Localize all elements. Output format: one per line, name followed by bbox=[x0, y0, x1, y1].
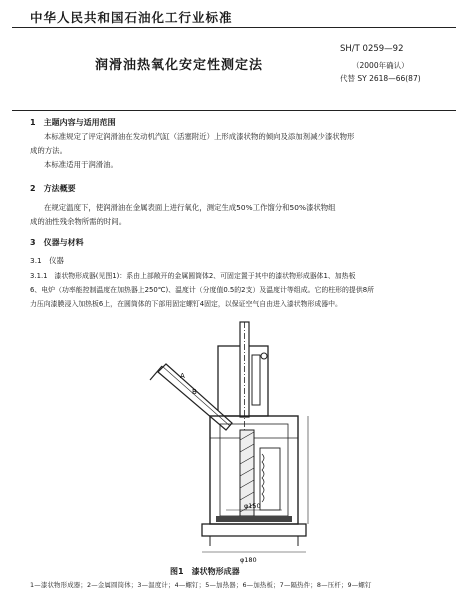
standard-replaces: 代替 SY 2618—66(87) bbox=[340, 74, 421, 83]
section-3-1-heading: 3.1 仪器 bbox=[30, 256, 64, 265]
drawing-dim-bottom: φ180 bbox=[240, 556, 257, 564]
section-1-para-2: 本标准适用于润滑油。 bbox=[44, 160, 118, 169]
standard-name: 中华人民共和国石油化工行业标准 bbox=[30, 10, 233, 25]
section-2-heading: 2 方法概要 bbox=[30, 184, 76, 193]
section-3-1-1-line-2: 6、电炉（功率能控制温度在加热器上250℃)、温度计（分度值0.5的2支）及温度计等组成。它的柱形的提供8所 bbox=[30, 286, 374, 294]
drawing-thermometer-tube bbox=[252, 355, 260, 405]
drawing-heating-plate bbox=[216, 516, 292, 522]
drawing-base bbox=[202, 524, 306, 536]
figure-legend: 1—漆状物形成器；2—金属圆筒体；3—温度计；4—螺钉；5—加热器；6—加热板；7—隔热件；8—压杆；9—螺钉 bbox=[30, 581, 372, 589]
section-1-para-1-line-2: 成的方法。 bbox=[30, 146, 67, 155]
body-rule bbox=[12, 110, 456, 111]
section-2-para-line-1: 在规定温度下，使润滑油在金属表面上进行氧化，测定生成50%工作馏分和50%漆状物组 bbox=[44, 203, 336, 212]
section-3-1-1-line-3: 力压向漆膜浸入加热板6上，在圆筒体的下部用固定螺钉4固定，以保证空气自由进入漆状物形成器中。 bbox=[30, 300, 342, 308]
drawing-label-b: B bbox=[192, 388, 197, 396]
section-3-heading: 3 仪器与材料 bbox=[30, 238, 84, 247]
standard-code: SH/T 0259—92 bbox=[340, 44, 404, 54]
header-rule bbox=[12, 27, 456, 28]
drawing-lever-axis bbox=[162, 366, 230, 426]
drawing-heater-coil bbox=[262, 454, 264, 502]
section-1-heading: 1 主题内容与适用范围 bbox=[30, 118, 116, 127]
drawing-thermometer-bulb bbox=[261, 353, 267, 359]
section-3-1-1-line-1: 3.1.1 漆状物形成器(见图1)：系由上部敞开的金属圆筒体2、可固定置于其中的漆状物形成器体1、加热板 bbox=[30, 272, 356, 280]
section-2-para-line-2: 成的油性残余物所需的时间。 bbox=[30, 217, 127, 226]
varnish-former-drawing bbox=[140, 320, 330, 565]
drawing-lever bbox=[158, 364, 232, 430]
section-1-para-1-line-1: 本标准规定了评定润滑油在发动机汽缸（活塞附近）上形成漆状物的倾向及添加剂减少漆状物形 bbox=[44, 132, 355, 141]
doc-title: 润滑油热氧化安定性测定法 bbox=[95, 58, 264, 73]
figure-caption: 图1 漆状物形成器 bbox=[170, 567, 240, 576]
drawing-dim-inner: φ150 bbox=[244, 502, 261, 510]
standard-confirmed: （2000年确认） bbox=[352, 61, 409, 70]
drawing-label-a: A bbox=[180, 372, 185, 380]
